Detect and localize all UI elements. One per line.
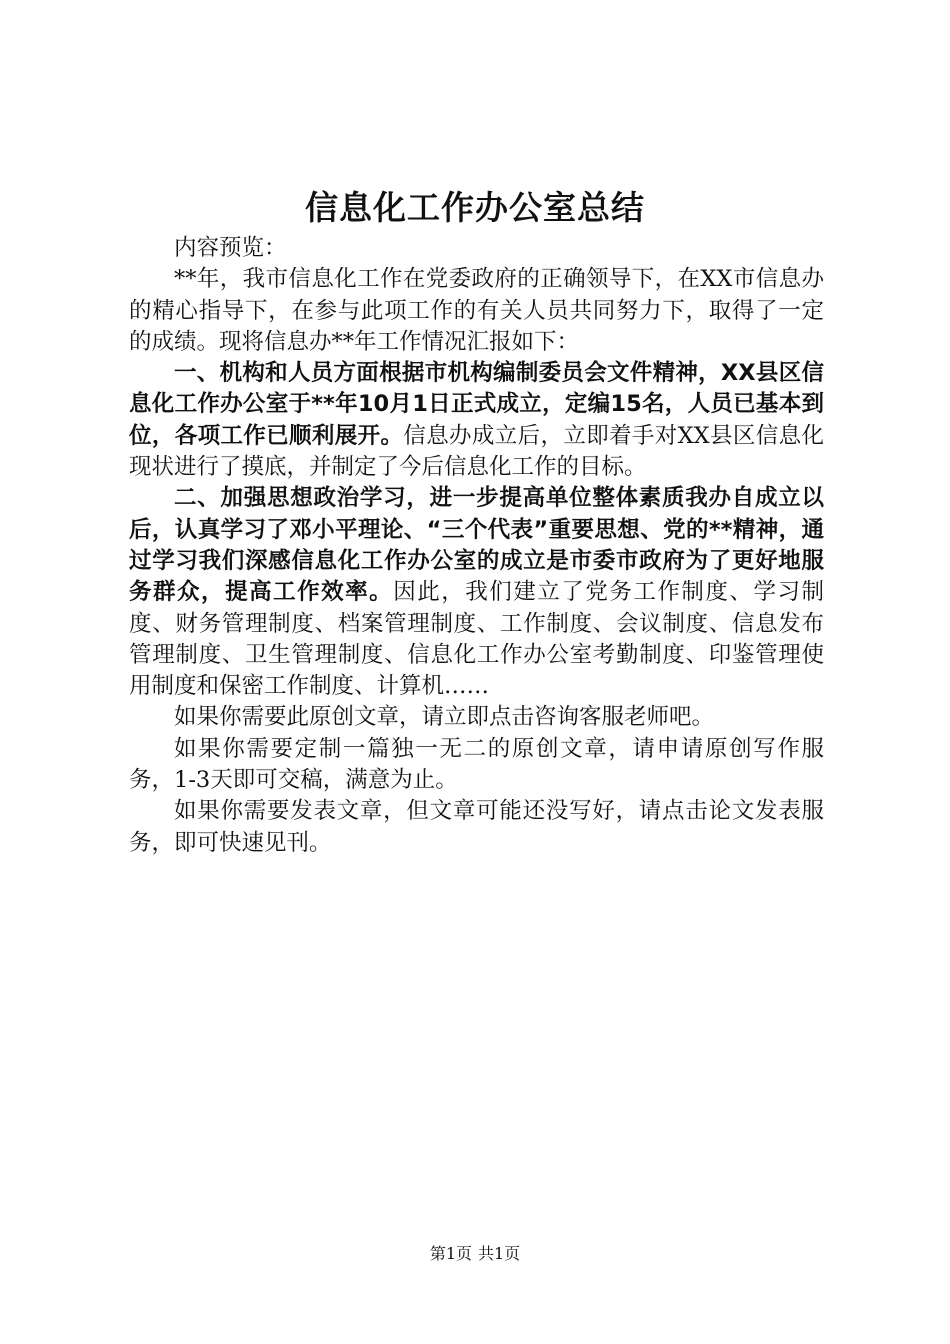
page-footer xyxy=(0,1243,950,1265)
intro-paragraph: **年，我市信息化工作在党委政府的正确领导下，在XX市信息办的精心指导下，在参与此项工作的有关人员共同努力下，取得了一定的成绩。现将信息办**年工作情况汇报如下： xyxy=(129,266,824,355)
section-2-paragraph xyxy=(129,483,824,702)
notice-consult: 如果你需要此原创文章，请立即点击咨询客服老师吧。 xyxy=(174,704,715,731)
document-body xyxy=(129,233,824,859)
section-2-text: 因此，我们建立了党务工作制度、学习制度、财务管理制度、档案管理制度、工作制度、会议制度、信息发布管理制度、卫生管理制度、信息化工作办公室考勤制度、印鉴管理使用制度和保密工作制度、计算机…… xyxy=(129,579,824,700)
page-number-current: 第1页 xyxy=(429,1244,472,1263)
section-1-text: 信息办成立后，立即着手对XX县区信息化现状进行了摸底，并制定了今后信息化工作的目标。 xyxy=(129,422,824,481)
section-2-heading: 二、加强思想政治学习，进一步提高单位整体素质我办自成立以后，认真学习了邓小平理论、“三个代表”重要思想、党的**精神，通过学习我们深感信息化工作办公室的成立是市委市政府为了更好地服务群众，提高工作效率。 xyxy=(129,485,824,606)
preview-label: 内容预览： xyxy=(174,235,287,261)
notice-custom-writing: 如果你需要定制一篇独一无二的原创文章，请申请原创写作服务，1-3天即可交稿，满意为止。 xyxy=(129,735,824,794)
document-title: 信息化工作办公室总结 xyxy=(305,188,645,227)
section-1-paragraph xyxy=(129,358,824,483)
section-1-heading: 一、机构和人员方面根据市机构编制委员会文件精神，XX县区信息化工作办公室于**年10月1日正式成立，定编15名，人员已基本到位，各项工作已顺利展开。 xyxy=(129,360,824,449)
page-number-total: 共1页 xyxy=(478,1244,521,1263)
notice-publish: 如果你需要发表文章，但文章可能还没写好，请点击论文发表服务，即可快速见刊。 xyxy=(129,798,824,856)
